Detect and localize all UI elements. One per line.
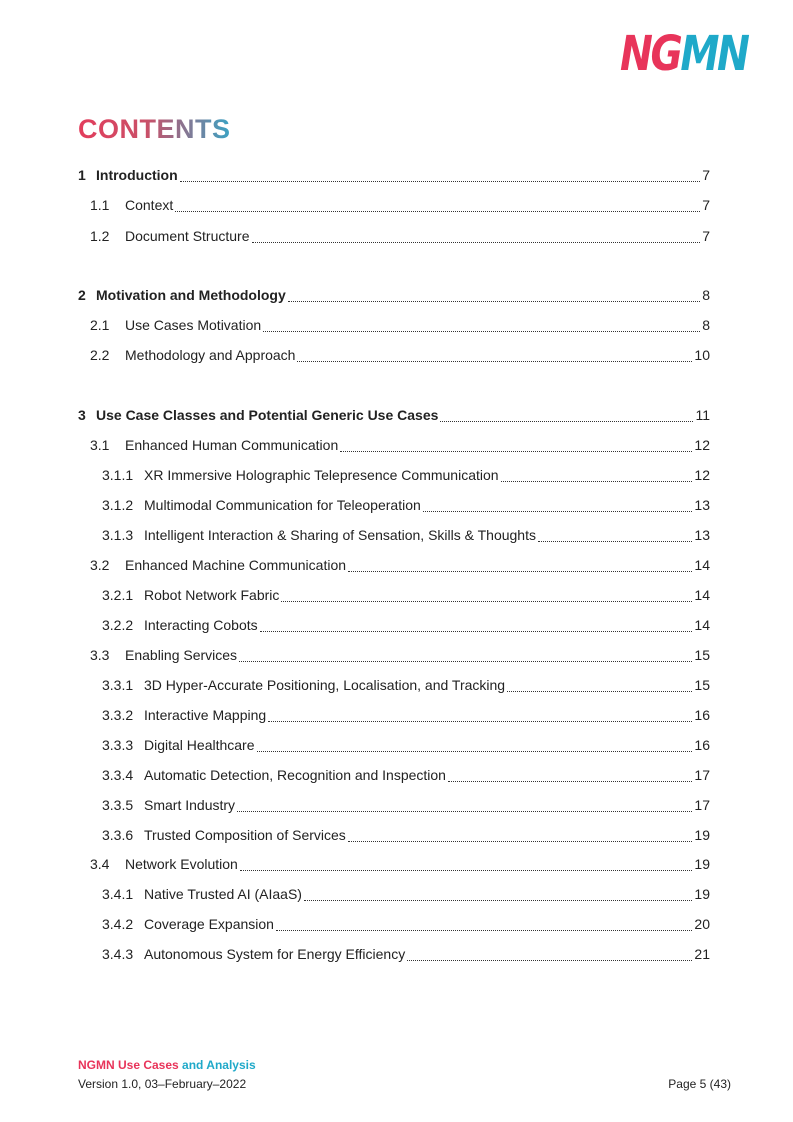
toc-entry-title: Smart Industry <box>144 797 236 813</box>
toc-entry-number: 3.1 <box>90 437 110 453</box>
toc-dot-leader <box>175 211 700 212</box>
toc-dot-leader <box>507 691 692 692</box>
toc-entry[interactable] <box>78 797 710 817</box>
toc-dot-leader <box>501 481 693 482</box>
toc-entry-title: Intelligent Interaction & Sharing of Sensation, Skills & Thoughts <box>144 527 536 543</box>
toc-entry-number: 2.1 <box>90 317 110 333</box>
toc-entry-title: Interacting Cobots <box>144 617 258 633</box>
toc-entry[interactable] <box>78 437 710 457</box>
toc-entry-number: 3.3 <box>90 647 110 663</box>
toc-entry[interactable] <box>78 287 710 307</box>
toc-entry-number: 3.3.5 <box>102 797 134 813</box>
logo-part-mn: MN <box>680 26 748 82</box>
toc-dot-leader <box>240 870 693 871</box>
toc-entry-number: 3.3.2 <box>102 707 134 723</box>
toc-entry-page: 7 <box>702 197 710 213</box>
toc-entry-page: 14 <box>694 557 710 573</box>
toc-entry[interactable] <box>78 946 710 966</box>
toc-entry-page: 8 <box>702 317 710 333</box>
toc-entry-number: 3.3.1 <box>102 677 134 693</box>
toc-dot-leader <box>237 811 692 812</box>
toc-dot-leader <box>268 721 692 722</box>
toc-entry[interactable] <box>78 167 710 187</box>
toc-entry[interactable] <box>78 587 710 607</box>
toc-entry[interactable] <box>78 886 710 906</box>
toc-entry-number: 2.2 <box>90 347 110 363</box>
toc-entry[interactable] <box>78 467 710 487</box>
toc-dot-leader <box>304 900 692 901</box>
footer-document-title <box>78 1058 256 1072</box>
toc-entry-title: Document Structure <box>125 228 250 244</box>
footer-title-part2: and Analysis <box>178 1058 256 1072</box>
logo-part-ng: NG <box>620 26 681 82</box>
toc-entry[interactable] <box>78 317 710 337</box>
toc-entry-title: XR Immersive Holographic Telepresence Communication <box>144 467 499 483</box>
toc-entry[interactable] <box>78 737 710 757</box>
footer-title-part1: NGMN Use Cases <box>78 1058 179 1072</box>
toc-entry-page: 20 <box>694 916 710 932</box>
toc-dot-leader <box>297 361 692 362</box>
toc-entry-page: 17 <box>694 797 710 813</box>
toc-dot-leader <box>239 661 692 662</box>
toc-dot-leader <box>257 751 693 752</box>
toc-entry[interactable] <box>78 407 710 427</box>
toc-entry-page: 12 <box>694 437 710 453</box>
toc-dot-leader <box>348 571 692 572</box>
toc-dot-leader <box>276 930 692 931</box>
toc-entry-title: Motivation and Methodology <box>96 287 286 303</box>
toc-entry-title: Trusted Composition of Services <box>144 827 346 843</box>
toc-entry-number: 1.2 <box>90 228 110 244</box>
toc-entry-page: 19 <box>694 886 710 902</box>
toc-entry-title: Autonomous System for Energy Efficiency <box>144 946 406 962</box>
toc-entry-page: 15 <box>694 647 710 663</box>
toc-entry-title: 3D Hyper-Accurate Positioning, Localisation, and Tracking <box>144 677 506 693</box>
toc-entry-page: 19 <box>694 827 710 843</box>
toc-entry-title: Context <box>125 197 174 213</box>
toc-entry-page: 21 <box>694 946 710 962</box>
toc-entry[interactable] <box>78 497 710 517</box>
footer-version: Version 1.0, 03–February–2022 <box>78 1077 247 1091</box>
toc-entry-number: 3.4.2 <box>102 916 134 932</box>
toc-entry[interactable] <box>78 767 710 787</box>
toc-entry-page: 7 <box>702 228 710 244</box>
toc-entry[interactable] <box>78 856 710 876</box>
toc-entry-title: Digital Healthcare <box>144 737 255 753</box>
toc-entry-number: 3.2.1 <box>102 587 134 603</box>
toc-dot-leader <box>263 331 700 332</box>
toc-entry[interactable] <box>78 557 710 577</box>
toc-entry-number: 3.3.6 <box>102 827 134 843</box>
footer-page-number: Page 5 (43) <box>668 1077 731 1091</box>
toc-entry-number: 1.1 <box>90 197 110 213</box>
toc-entry-page: 17 <box>694 767 710 783</box>
toc-dot-leader <box>180 181 701 182</box>
toc-entry-number: 2 <box>78 287 86 303</box>
toc-entry-page: 16 <box>694 707 710 723</box>
toc-dot-leader <box>340 451 692 452</box>
toc-dot-leader <box>281 601 692 602</box>
toc-entry-title: Automatic Detection, Recognition and Inspection <box>144 767 446 783</box>
toc-entry-page: 14 <box>694 587 710 603</box>
page-title: CONTENTS <box>78 114 231 144</box>
toc-entry-page: 14 <box>694 617 710 633</box>
toc-entry-title: Native Trusted AI (AIaaS) <box>144 886 302 902</box>
toc-entry-title: Enabling Services <box>125 647 238 663</box>
toc-entry[interactable] <box>78 707 710 727</box>
toc-entry[interactable] <box>78 347 710 367</box>
toc-entry-number: 3.1.1 <box>102 467 134 483</box>
toc-entry[interactable] <box>78 916 710 936</box>
toc-entry-number: 3.1.3 <box>102 527 134 543</box>
toc-entry-page: 16 <box>694 737 710 753</box>
toc-entry-title: Network Evolution <box>125 856 238 872</box>
toc-entry-number: 1 <box>78 167 86 183</box>
toc-entry[interactable] <box>78 527 710 547</box>
toc-entry-page: 11 <box>695 407 710 423</box>
toc-entry-page: 8 <box>702 287 710 303</box>
toc-entry-title: Robot Network Fabric <box>144 587 280 603</box>
toc-entry-number: 3.4 <box>90 856 110 872</box>
toc-entry-number: 3.4.1 <box>102 886 134 902</box>
toc-dot-leader <box>440 421 693 422</box>
toc-entry-page: 12 <box>694 467 710 483</box>
ngmn-logo <box>620 26 748 82</box>
toc-entry-number: 3.2 <box>90 557 110 573</box>
toc-entry-number: 3.3.4 <box>102 767 134 783</box>
toc-entry-page: 10 <box>694 347 710 363</box>
toc-entry-page: 19 <box>694 856 710 872</box>
toc-entry-page: 7 <box>702 167 710 183</box>
toc-entry-number: 3.1.2 <box>102 497 134 513</box>
toc-entry[interactable] <box>78 677 710 697</box>
toc-entry[interactable] <box>78 197 710 217</box>
toc-dot-leader <box>260 631 693 632</box>
toc-entry-page: 13 <box>694 527 710 543</box>
toc-entry-number: 3 <box>78 407 86 423</box>
toc-dot-leader <box>407 960 692 961</box>
toc-entry-title: Use Cases Motivation <box>125 317 262 333</box>
toc-entry[interactable] <box>78 617 710 637</box>
toc-entry-title: Interactive Mapping <box>144 707 267 723</box>
toc-entry-page: 15 <box>694 677 710 693</box>
toc-entry-title: Methodology and Approach <box>125 347 296 363</box>
toc-entry-number: 3.3.3 <box>102 737 134 753</box>
toc-entry-number: 3.2.2 <box>102 617 134 633</box>
toc-dot-leader <box>348 841 693 842</box>
toc-entry-number: 3.4.3 <box>102 946 134 962</box>
toc-entry-title: Enhanced Human Communication <box>125 437 339 453</box>
toc-entry-title: Use Case Classes and Potential Generic Use Cases <box>96 407 439 423</box>
toc-dot-leader <box>538 541 692 542</box>
toc-dot-leader <box>252 242 701 243</box>
toc-entry-title: Enhanced Machine Communication <box>125 557 347 573</box>
toc-dot-leader <box>448 781 692 782</box>
toc-entry[interactable] <box>78 827 710 847</box>
toc-entry-title: Multimodal Communication for Teleoperation <box>144 497 421 513</box>
toc-dot-leader <box>423 511 693 512</box>
toc-entry[interactable] <box>78 647 710 667</box>
toc-entry-title: Introduction <box>96 167 178 183</box>
toc-entry-page: 13 <box>694 497 710 513</box>
toc-entry-title: Coverage Expansion <box>144 916 274 932</box>
toc-entry[interactable] <box>78 228 710 248</box>
toc-dot-leader <box>288 301 700 302</box>
